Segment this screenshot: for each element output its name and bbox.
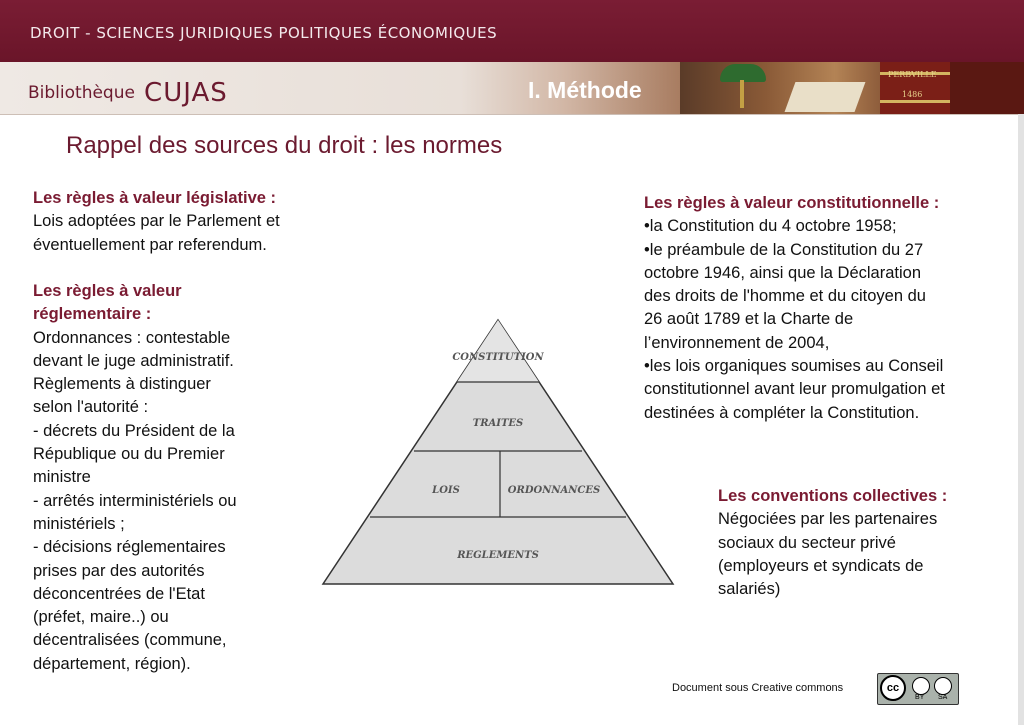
reglementaire-line: Règlements à distinguer [33, 375, 211, 394]
conventions-line: Négociées par les partenaires [718, 510, 938, 529]
reglementaire-line: République ou du Premier [33, 445, 225, 464]
pyramid-label-reglements: REGLEMENTS [457, 550, 539, 561]
pyramid-label-ordonnances: ORDONNANCES [507, 485, 601, 496]
reglementaire-line: décentralisées (commune, [33, 631, 227, 650]
section-title: I. Méthode [528, 77, 642, 103]
reglementaire-line: - décisions réglementaires [33, 538, 226, 557]
reglementaire-line: ministériels ; [33, 514, 125, 533]
legislative-heading: Les règles à valeur législative : [33, 189, 277, 207]
constitutionnelle-line: 26 août 1789 et la Charte de [644, 310, 854, 329]
reglementaire-line: prises par des autorités [33, 561, 205, 580]
library-name: CUJAS [144, 78, 228, 108]
banner-photo [680, 62, 1024, 114]
library-prefix: Bibliothèque [28, 83, 135, 103]
constitutionnelle-line: destinées à compléter la Constitution. [644, 403, 920, 422]
conventions-line: (employeurs et syndicats de [718, 556, 924, 575]
conventions-line: salariés) [718, 580, 781, 599]
conventions-heading: Les conventions collectives : [718, 487, 948, 505]
constitutionnelle-line: •la Constitution du 4 octobre 1958; [644, 217, 897, 236]
by-attribution-icon [912, 677, 930, 695]
reglementaire-line: (préfet, maire..) ou [33, 608, 169, 627]
reglementaire-line: ministre [33, 468, 91, 487]
legislative-block [33, 187, 333, 257]
cc-by-label: BY [915, 694, 925, 701]
reglementaire-line: département, région). [33, 654, 191, 673]
top-bar [0, 0, 1024, 62]
constitutionnelle-line: des droits de l'homme et du citoyen du [644, 287, 926, 306]
pyramid-label-constitution: CONSTITUTION [452, 352, 544, 363]
constitutionnelle-line: •les lois organiques soumises au Conseil [644, 357, 944, 376]
constitutionnelle-line: octobre 1946, ainsi que la Déclaration [644, 263, 922, 282]
library-logo [28, 78, 228, 108]
conventions-line: sociaux du secteur privé [718, 533, 896, 552]
reglementaire-line: - décrets du Président de la [33, 421, 235, 440]
book-spine-text: PERBVILLE [888, 70, 937, 79]
pyramid-label-lois: LOIS [432, 485, 460, 496]
reglementaire-line: Ordonnances : contestable [33, 328, 231, 347]
reglementaire-heading: Les règles à valeur [33, 282, 182, 300]
reglementaire-block [33, 280, 283, 676]
constitutionnelle-line: constitutionnel avant leur promulgation et [644, 380, 945, 399]
constitutionnelle-line: l’environnement de 2004, [644, 333, 830, 352]
license-note: Document sous Creative commons [672, 682, 844, 694]
conventions-block [718, 485, 1008, 601]
slide-title: Rappel des sources du droit : les normes [66, 132, 503, 159]
constitutionnelle-block [644, 192, 1009, 425]
top-bar-title: DROIT - SCIENCES JURIDIQUES POLITIQUES ÉCONOMIQUES [30, 24, 498, 42]
creative-commons-badge[interactable] [877, 673, 959, 705]
cc-icon: cc [880, 675, 906, 701]
book-spine-year: 1486 [902, 90, 923, 99]
constitutionnelle-line: •le préambule de la Constitution du 27 [644, 240, 924, 259]
cc-sa-label: SA [938, 694, 948, 701]
constitutionnelle-heading: Les règles à valeur constitutionnelle : [644, 194, 940, 212]
scrollbar-track [1018, 114, 1024, 725]
pyramid-label-traites: TRAITES [472, 418, 524, 429]
norms-pyramid [320, 318, 676, 588]
share-alike-icon [934, 677, 952, 695]
legislative-line: éventuellement par referendum. [33, 235, 267, 254]
reglementaire-line: selon l'autorité : [33, 398, 149, 417]
legislative-line: Lois adoptées par le Parlement et [33, 212, 280, 231]
reglementaire-line: déconcentrées de l'Etat [33, 584, 205, 603]
pyramid-level-constitution [457, 320, 539, 382]
reglementaire-line: devant le juge administratif. [33, 351, 234, 370]
reglementaire-line: - arrêtés interministériels ou [33, 491, 237, 510]
reglementaire-heading: réglementaire : [33, 305, 152, 324]
